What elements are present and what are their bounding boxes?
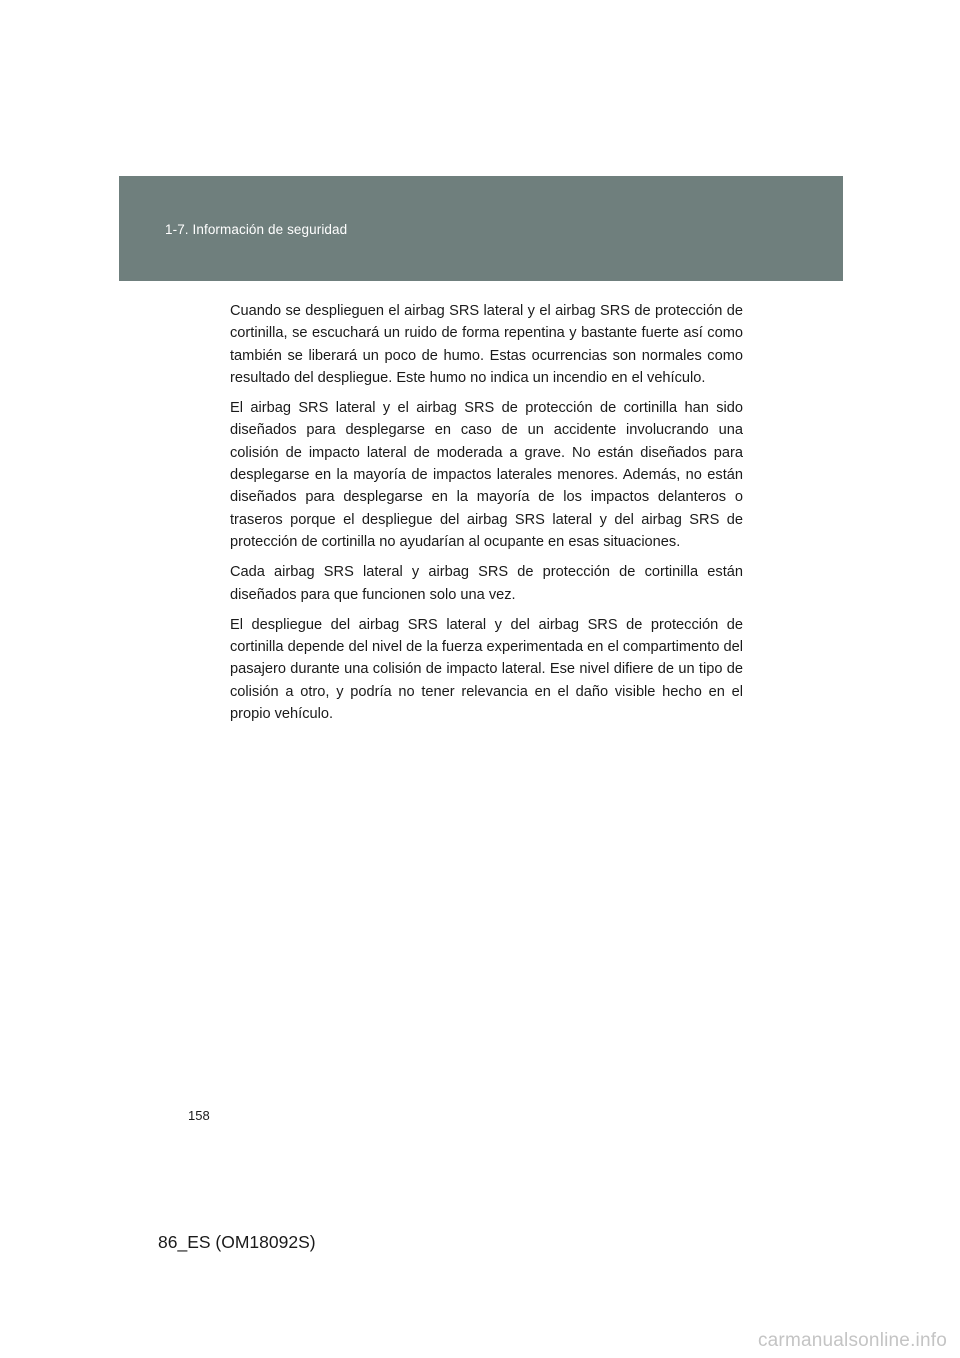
paragraph: Cada airbag SRS lateral y airbag SRS de protección de cortinilla están diseñados para que funcionen solo una vez. — [230, 564, 743, 603]
section-title: 1-7. Información de seguridad — [165, 222, 348, 237]
page-number: 158 — [188, 1108, 210, 1123]
paragraph: Cuando se desplieguen el airbag SRS lateral y el airbag SRS de protección de cortinilla, se escuchará un ruido de forma repentina y bastante fuerte así como también se liberará un poco de humo. Estas ocurrencias son normales como resultado del despliegue. Este humo no indica un incendio en el vehículo. — [230, 303, 743, 386]
watermark: carmanualsonline.info — [757, 1330, 947, 1351]
paragraph: El despliegue del airbag SRS lateral y del airbag SRS de protección de cortinilla depende del nivel de la fuerza experimentada en el compartimento del pasajero durante una colisión de impacto lateral. Ese nivel difiere de un tipo de colisión a otro, y podría no tener relevancia en el daño visible hecho en el propio vehículo. — [230, 616, 743, 723]
paragraph: El airbag SRS lateral y el airbag SRS de protección de cortinilla han sido diseñados para desplegarse en caso de un accidente involucrando una colisión de impacto lateral de moderada a grave. No están diseñados para desplegarse en la mayoría de impactos laterales menores. Además, no están diseñados para desplegarse en la mayoría de los impactos delanteros o traseros porque el despliegue del airbag SRS lateral y del airbag SRS de protección de cortinilla no ayudarían al ocupante en esas situaciones. — [230, 400, 743, 550]
body-text — [230, 300, 743, 733]
document-code: 86_ES (OM18092S) — [158, 1232, 316, 1252]
section-header-band — [119, 176, 843, 281]
